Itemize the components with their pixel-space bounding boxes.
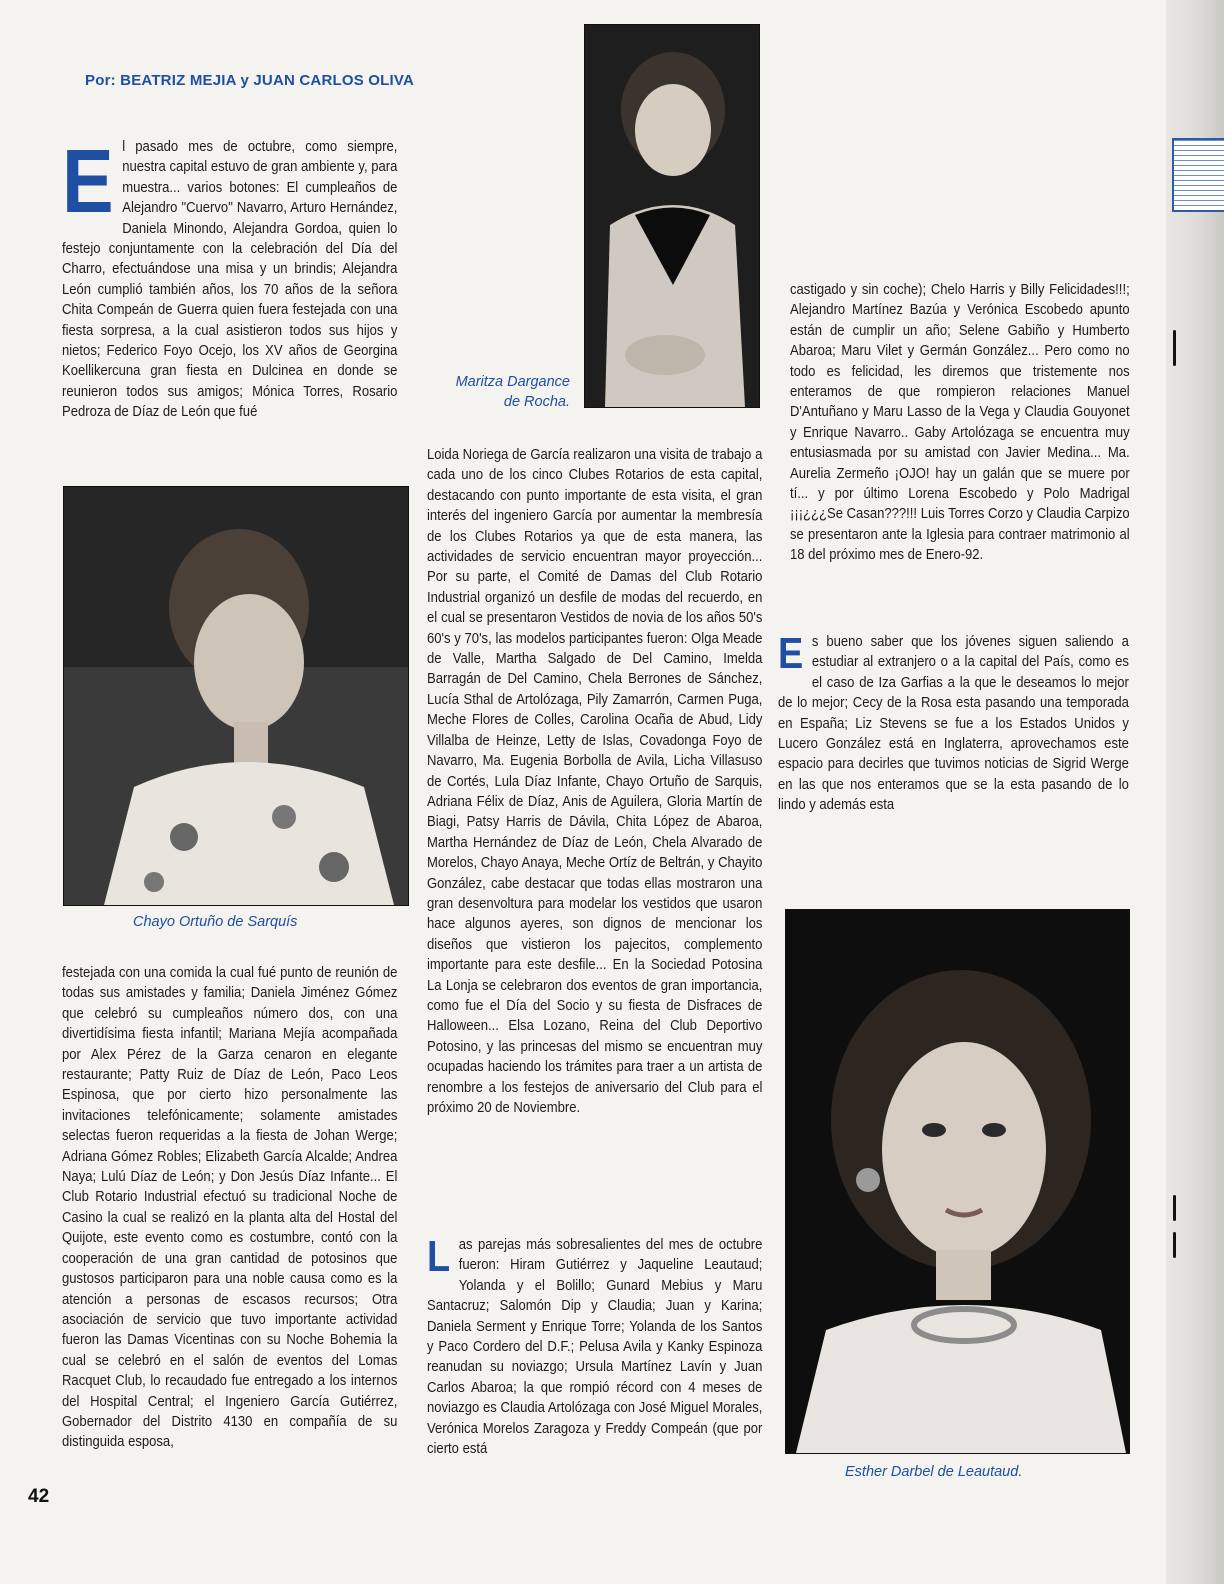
photo-chayo	[63, 486, 409, 906]
byline: Por: BEATRIZ MEJIA y JUAN CARLOS OLIVA	[85, 72, 415, 89]
column3-text: castigado y sin coche); Chelo Harris y Billy Felicidades!!!; Alejandro Martínez Bazúa y Verónica Escobedo apunto están de cumplir un año; Selene Gabiño y Humberto Abaroa; Maru Vilet y Germán González... Pero como no todo es felicidad, les diremos que tristemente nos enteramos de que rompieron relaciones Manuel D'Antuñano y Maru Lasso de la Vega y Claudia Gouyonet y Enrique Navarro.. Gaby Artolózaga se encuentra muy entusiasmada por su amistad con Javier Medina... Ma. Aurelia Zermeño ¡OJO! hay un galán que se muere por tí... y por último Lorena Escobedo y Polo Madrigal ¡¡¡¿¿¿Se Casan???!!! Luis Torres Corzo y Claudia Carpizo se presentaron ante la Iglesia para contraer matrimonio al 18 del próximo mes de Enero-92.	[790, 281, 1130, 564]
intro-dropcap: E	[62, 132, 114, 232]
caption-maritza: Maritza Dargance de Rocha.	[455, 374, 570, 410]
column3-text-block	[790, 280, 1130, 566]
edge-mark	[1173, 330, 1176, 366]
abroad-dropcap: E	[778, 629, 804, 678]
adjacent-page-logo	[1172, 138, 1224, 212]
edge-mark	[1173, 1232, 1176, 1258]
abroad-paragraph	[778, 629, 1129, 816]
photo-maritza	[584, 24, 760, 408]
couples-dropcap: L	[427, 1232, 451, 1281]
intro-text: l pasado mes de octubre, como siempre, nuestra capital estuvo de gran ambiente y, para muestra... varios botones: El cumpleaños de Alejandro "Cuervo" Navarro, Arturo Hernández, Daniela Minondo, Alejandra Gordoa, quien lo festejo conjuntamente con la celebración del Día del Charro, efectuándose una misa y un brindis; Alejandra León cumplió también años, los 70 años de la señora Chita Compeán de Guerra quien fuera festejada con una fiesta sorpresa, a la cual asistieron todos sus hijos y nietos; Federico Foyo Ocejo, los XV años de Georgina Koellikercuna gran fiesta en Dulcinea en donde se reunieron todos sus amigos; Mónica Torres, Rosario Pedroza de Díaz de León que fué	[62, 138, 398, 421]
caption-esther: Esther Darbel de Leautaud.	[845, 1464, 1023, 1480]
column1-continued	[62, 963, 397, 1453]
couples-paragraph	[427, 1232, 763, 1459]
couples-text: as parejas más sobresalientes del mes de octubre fueron: Hiram Gutiérrez y Jaqueline Leautaud; Yolanda y el Bolillo; Gunard Mebius y Maru Santacruz; Salomón Dip y Claudia; Juan y Karina; Daniela Serment y Enrique Torre; Yolanda de los Santos y Paco Cordero del D.F.; Pelusa Avila y Kanky Espinoza reanudan su noviazgo; Ursula Martínez Lavín y Juan Carlos Abaroa; la que rompió récord con 4 meses de noviazgo es Claudia Artolózaga con José Miguel Morales, Verónica Morelos Zaragoza y Freddy Compeán (que por cierto está	[427, 1236, 763, 1458]
caption-chayo: Chayo Ortuño de Sarquís	[133, 914, 298, 930]
photo-esther	[785, 909, 1130, 1454]
column2-text-block	[427, 445, 762, 1118]
adjacent-page-edge	[1166, 0, 1224, 1584]
edge-mark	[1173, 1195, 1176, 1221]
portrait-chayo	[64, 487, 408, 905]
portrait-maritza	[585, 25, 759, 407]
abroad-text: s bueno saber que los jóvenes siguen saliendo a estudiar al extranjero o a la capital del País, como es el caso de Iza Garfias a la que le deseamos lo mejor de lo mejor; Cecy de la Rosa esta pasando una temporada en España; Liz Stevens se fue a los Estados Unidos y Lucero González está en Inglaterra, aprovechamos este espacio para decirles que tuvimos noticias de Sigrid Werge en las que nos enteramos que se la esta pasando de lo lindo y además esta	[778, 633, 1129, 814]
page-number: 42	[28, 1486, 50, 1507]
column2-text: Loida Noriega de García realizaron una visita de trabajo a cada uno de los cinco Clubes Rotarios de esta capital, destacando con punto importante de esta visita, el gran interés del ingeniero García por aumentar la membresía de los Clubes Rotarios ya que de esta manera, las actividades de servicio encuentran mayor proyección... Por su parte, el Comité de Damas del Club Rotario Industrial organizó un desfile de modas del recuerdo, en el cual se presentaron Vestidos de novia de los años 50's 60's y 70's, las modelos participantes fueron: Olga Meade de Valle, Martha Salgado de Del Camino, Imelda Barragán de Del Camino, Chela Berrones de Sánchez, Lucía Sthal de Artolózaga, Pily Zamarrón, Carmen Puga, Meche Flores de Colles, Carolina Ocaña de Abud, Lidy Villalba de Heinze, Letty de Islas, Covadonga Foyo de Navarro, Ma. Eugenia Borbolla de Avila, Licha Villasuso de Cortés, Lula Díaz Infante, Chayo Ortuño de Sarquis, Adriana Félix de Díaz, Anis de Aguilera, Gloria Martín de Biagi, Patsy Harris de Dávila, Chita López de Abaroa, Martha Hernández de Díaz de León, Chela Alvarado de Morelos, Chayo Anaya, Meche Ortíz de Beltrán, y Chayito González, cabe destacar que todas ellas mostraron una gran desenvoltura para modelar los vestidos que usaron hace algunos ayeres, son dignos de mencionar los diseños que vistieron los pajecitos, complemento importante para este desfile... En la Sociedad Potosina La Lonja se celebraron dos eventos de gran importancia, como fue el Día del Socio y su fiesta de Disfraces de Halloween... Elsa Lozano, Reina del Club Deportivo Potosino, y las princesas del mismo se encuentran muy ocupadas haciendo los trámites para traer a un artista de renombre a los festejos de aniversario del Club para el próximo 20 de Noviembre.	[427, 446, 763, 1116]
portrait-esther	[786, 910, 1129, 1453]
column1-continued-text: festejada con una comida la cual fué punto de reunión de todas sus amistades y familia; Daniela Jiménez Gómez que celebró su cumpleaños número dos, con una divertidísima fiesta infantil; Mariana Mejía acompañada por Alex Pérez de la Garza cenaron en elegante restaurante; Patty Ruiz de Díaz de León, Paco Leos Espinosa, que por cierto hizo personalmente las invitaciones telefónicamente; solamente amistades selectas fueron requeridas a la fiesta de Johan Werge; Adriana Gómez Robles; Elizabeth García Alcalde; Andrea Naya; Lulú Díaz de León; y Don Jesús Díaz Infante... El Club Rotario Industrial efectuó su tradicional Noche de Casino la cual se realizó en la planta alta del Hostal del Quijote, este evento como es costumbre, contó con la cooperación de una gran cantidad de potosinos que gustosos participaron para una noble causa como es la atención a personas de escasos recursos; Otra asociación de servicio que tuvo importante actividad fueron las Damas Vicentinas con su Noche Bohemia la cual se celebró en el salón de eventos del Lomas Racquet Club, lo recaudado fue entregado a los internos del Hospital Central; el Ingeniero García Gutiérrez, Gobernador del Distrito 4130 en compañía de su distinguida esposa,	[62, 964, 398, 1451]
intro-paragraph	[62, 132, 398, 423]
